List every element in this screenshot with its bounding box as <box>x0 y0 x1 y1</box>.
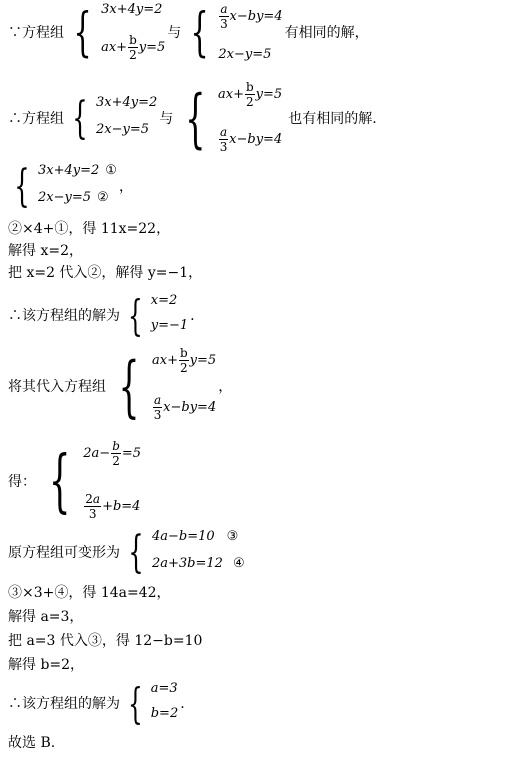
solution-line-13: 把 a=3 代入③，得 12−b=10 <box>8 633 203 649</box>
equation-system-7: { ax+ $\frac{b}{2}$ y=5 $\frac{a}{3}$ x−by=4 <box>118 346 217 425</box>
equation-row: 3x+4y=2 ① <box>38 163 117 178</box>
equation-row: y=−1 <box>150 318 189 333</box>
text-and: 与 <box>159 111 174 127</box>
solution-line-12: 解得 a=3， <box>8 609 84 625</box>
equation-system-9: { 4a−b=10 ③ 2a+3b=12 ④ <box>128 527 245 578</box>
text-transform: 原方程组可变形为 <box>8 545 120 561</box>
equation-system-8: { 2a− $\frac{b}{2}$ =5 $\frac{2a}{3}$ +b=4 <box>48 439 142 521</box>
equation-row: $\frac{a}{3}$ x−by=4 <box>220 2 283 31</box>
text-because: ∵方程组 <box>8 25 64 41</box>
text-same-solution: 也有相同的解. <box>288 111 377 127</box>
equation-row: 2x−y=5 <box>218 47 272 62</box>
solution-line-1 <box>8 2 369 64</box>
solution-line-9 <box>8 440 143 524</box>
equation-system-2: { $\frac{a}{3}$ x−by=4 2x−y=5 <box>190 2 283 63</box>
equation-row: $\frac{a}{3}$ x−by=4 <box>219 125 283 154</box>
solution-line-11: ③×3+④，得 14a=42， <box>8 585 171 601</box>
solution-line-7 <box>8 291 195 340</box>
equation-row: x=2 <box>150 293 178 308</box>
solution-line-5: 解得 x=2， <box>8 243 83 259</box>
text-get: 得： <box>8 474 36 490</box>
equation-row: 2a− $\frac{b}{2}$ =5 <box>83 439 142 468</box>
equation-row: a=3 <box>150 681 178 696</box>
solution-line-16: 故选 B. <box>8 735 56 751</box>
equation-row: 3x+4y=2 <box>96 95 158 110</box>
equation-row: 2x−y=5 ② <box>38 190 109 205</box>
equation-row: ax+ $\frac{b}{2}$ y=5 <box>152 346 217 375</box>
equation-row: 2x−y=5 <box>96 122 150 137</box>
text-comma: ， <box>118 179 133 195</box>
text-comma: ， <box>218 379 233 395</box>
text-same-solution: 有相同的解， <box>284 25 369 41</box>
text-solution-is: ∴该方程组的解为 <box>8 696 120 712</box>
equation-row: 2a+3b=12 ④ <box>152 556 245 571</box>
equation-row: $\frac{a}{3}$ x−by=4 <box>153 393 217 422</box>
text-and: 与 <box>167 25 182 41</box>
solution-line-4: ②×4+①，得 11x=22， <box>8 221 171 237</box>
solution-line-6: 把 x=2 代入②，解得 y=−1， <box>8 265 203 281</box>
equation-row: 3x+4y=2 <box>101 2 163 17</box>
equation-row: ax+ $\frac{b}{2}$ y=5 <box>101 33 166 62</box>
equation-system-1: { 3x+4y=2 ax+ $\frac{b}{2}$ y=5 <box>73 2 166 63</box>
equation-system-3: { 3x+4y=2 2x−y=5 <box>72 93 158 144</box>
solution-line-10 <box>8 527 247 578</box>
equation-system-5: { 3x+4y=2 ① 2x−y=5 ② <box>14 161 117 212</box>
equation-system-6: { x=2 y=−1 <box>128 291 189 340</box>
text-therefore: ∴方程组 <box>8 111 64 127</box>
text-period: . <box>190 308 195 324</box>
text-period: . <box>180 696 185 712</box>
equation-row: ax+ $\frac{b}{2}$ y=5 <box>218 80 283 109</box>
equation-row: 4a−b=10 ③ <box>152 529 239 544</box>
solution-line-2 <box>8 80 377 158</box>
text-substitute: 将其代入方程组 <box>8 379 106 395</box>
equation-row: $\frac{2a}{3}$ +b=4 <box>85 492 141 521</box>
solution-line-15 <box>8 679 185 728</box>
solution-line-8 <box>8 346 232 428</box>
equation-system-4: { ax+ $\frac{b}{2}$ y=5 $\frac{a}{3}$ x−by=4 <box>185 80 283 156</box>
equation-row: b=2 <box>150 706 179 721</box>
solution-line-14: 解得 b=2， <box>8 657 85 673</box>
text-solution-is: ∴该方程组的解为 <box>8 308 120 324</box>
solution-line-3 <box>8 161 133 212</box>
equation-system-10: { a=3 b=2 <box>128 679 179 728</box>
